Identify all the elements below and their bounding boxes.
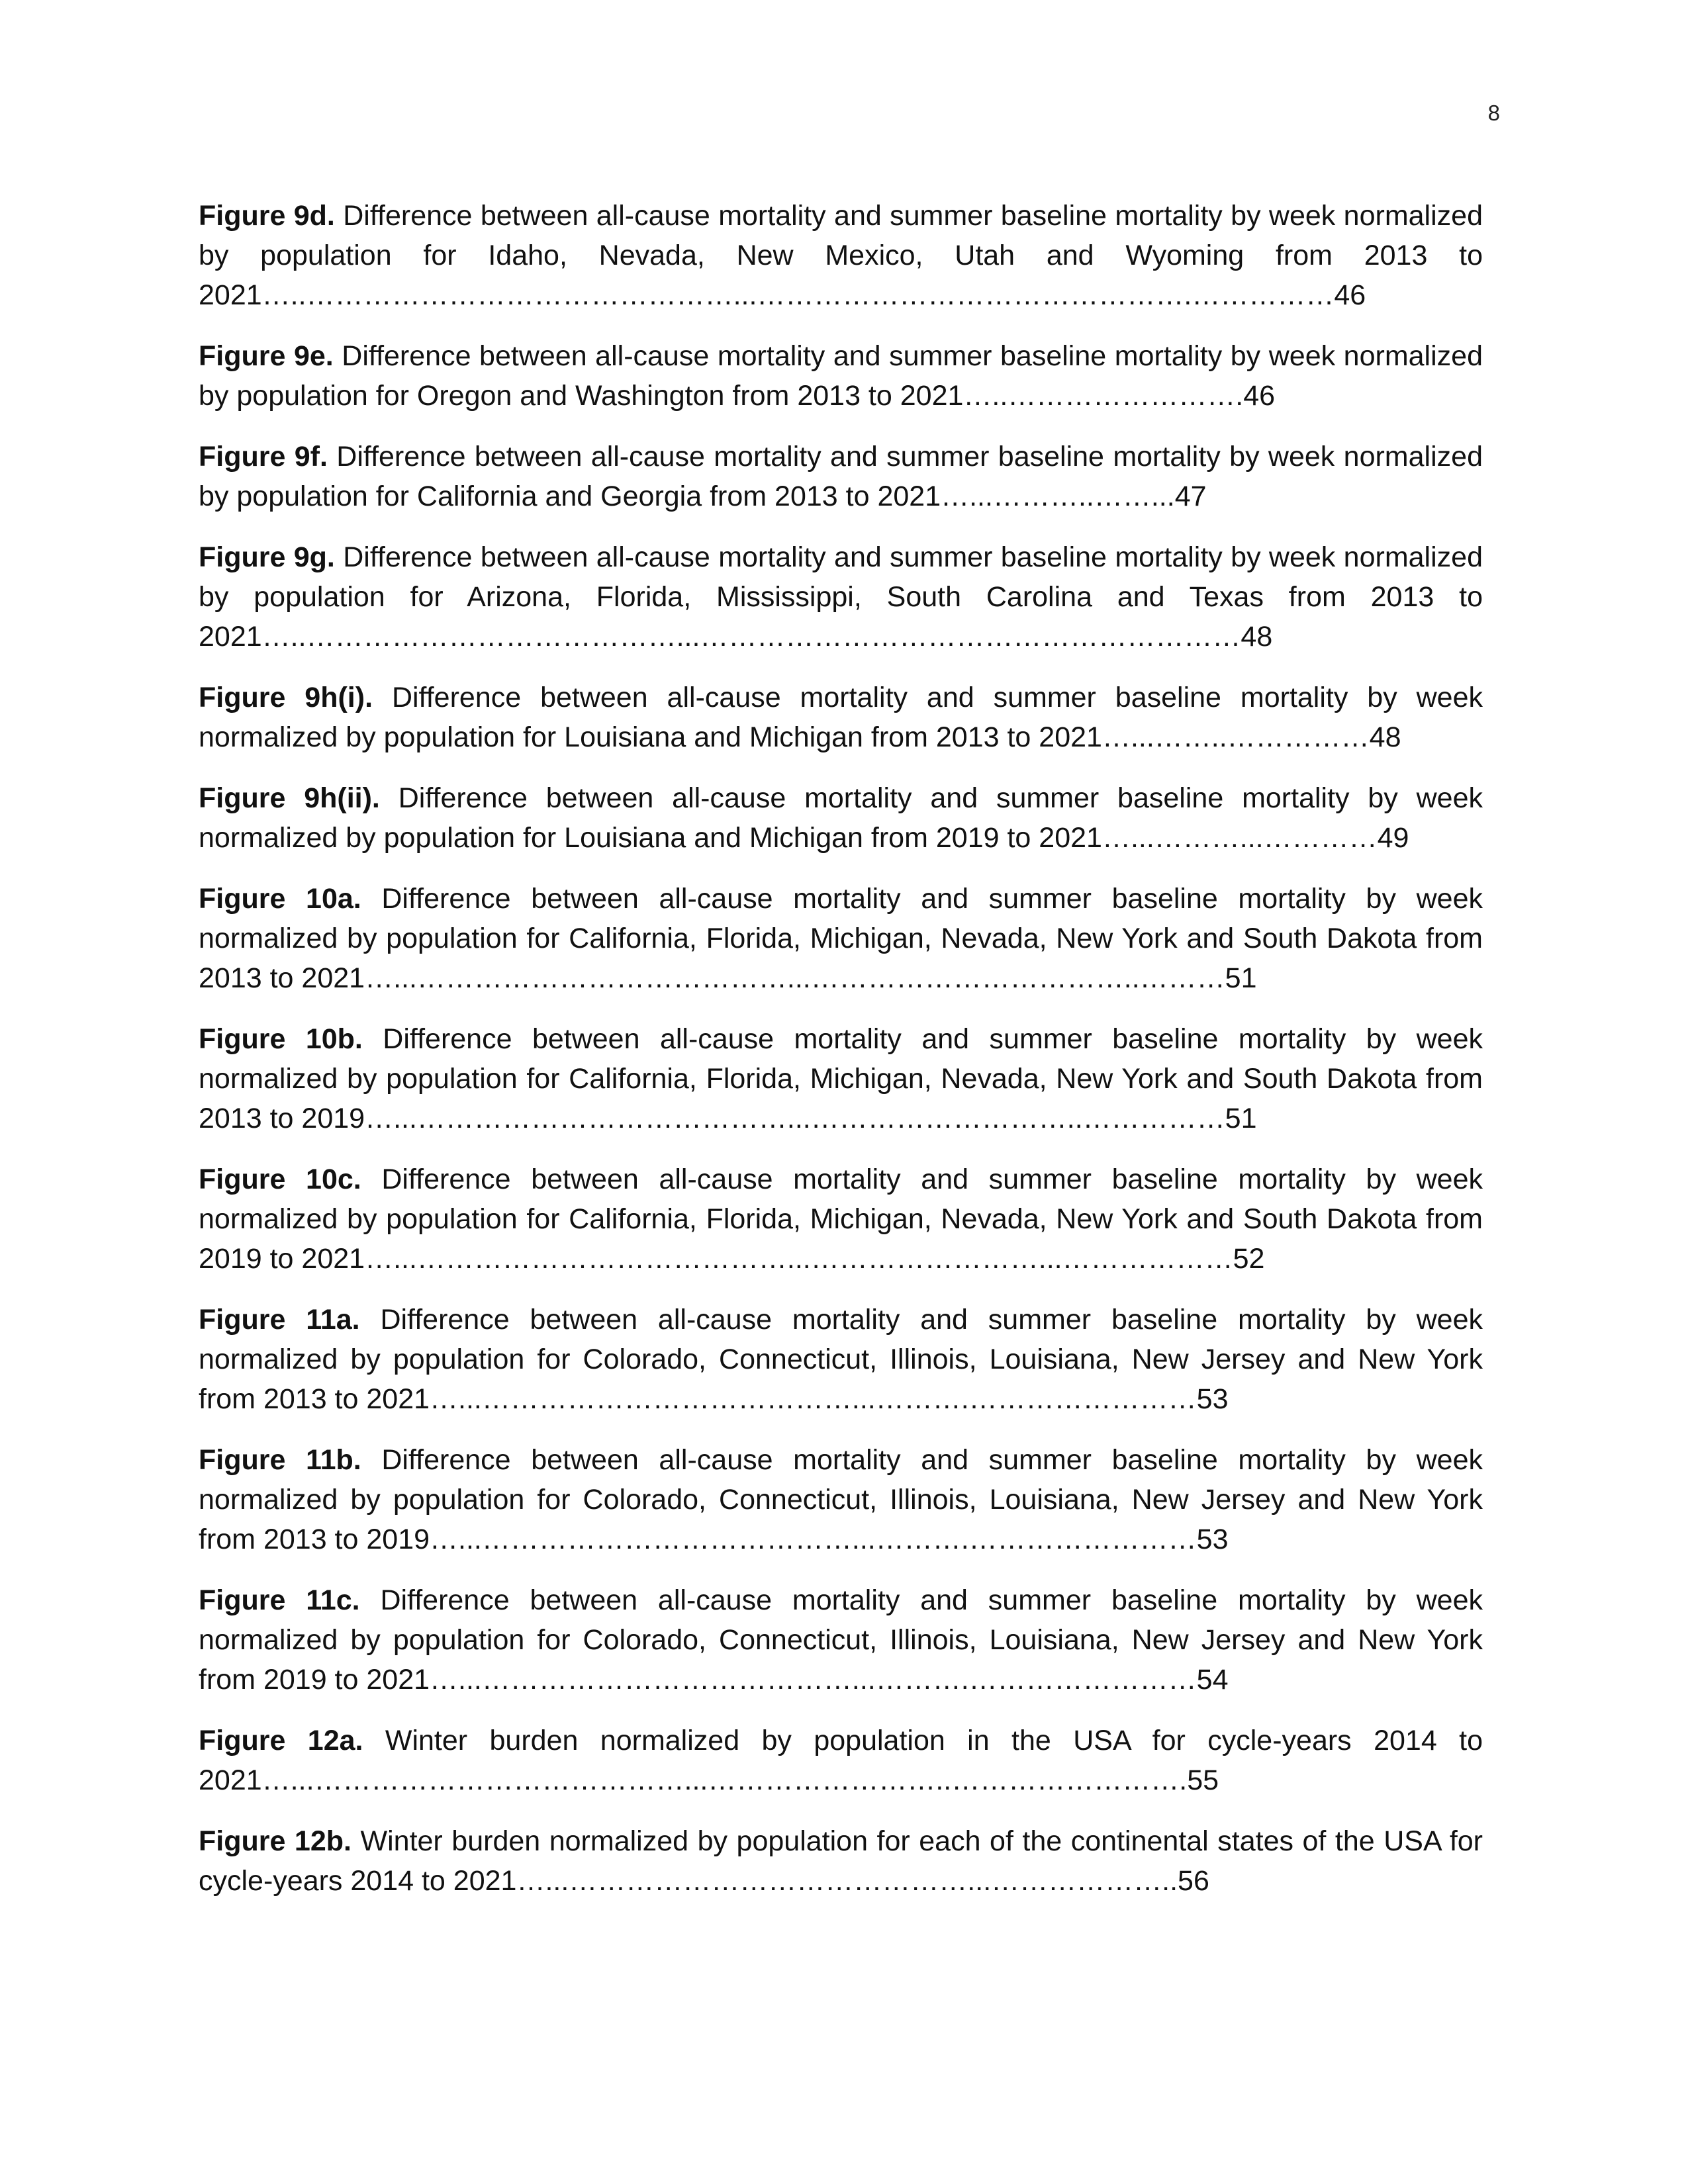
toc-entry-text: Difference between all-cause mortality and summer baseline mortality by week normalized by population for California and Georgia from 2013 to 2021 [199, 441, 1483, 512]
toc-entry-text: Difference between all-cause mortality and summer baseline mortality by week normalized by population for Colorado, Connecticut, Illinois, Louisiana, New Jersey and New York from 2013 to 2019 [199, 1444, 1483, 1555]
toc-entry-text: Difference between all-cause mortality and summer baseline mortality by week normalized by population for Colorado, Connecticut, Illinois, Louisiana, New Jersey and New York from 2019 to 2021 [199, 1584, 1483, 1696]
toc-entry-text: Difference between all-cause mortality and summer baseline mortality by week normalized by population for California, Florida, Michigan, Nevada, New York and South Dakota from 2019 to 2021 [199, 1163, 1483, 1275]
toc-entry-text: Difference between all-cause mortality and summer baseline mortality by week normalized by population for Colorado, Connecticut, Illinois, Louisiana, New Jersey and New York from 2013 to 2021 [199, 1304, 1483, 1415]
toc-entry-label: Figure 9h(ii). [199, 782, 380, 814]
toc-entry-leader: …...…………………………………...………………………..…………… [365, 1103, 1225, 1134]
toc-entry-figure-9h-i [199, 678, 1483, 757]
toc-entry-leader: …...…………………………………...……………………...……………… [365, 1243, 1233, 1275]
toc-entry-page: 55 [1187, 1764, 1219, 1796]
list-of-figures [199, 196, 1483, 1922]
toc-entry-figure-9f [199, 437, 1483, 516]
toc-entry-label: Figure 11b. [199, 1444, 361, 1476]
toc-entry-figure-12a [199, 1721, 1483, 1800]
toc-entry-page: 53 [1196, 1383, 1229, 1415]
toc-entry-label: Figure 9d. [199, 200, 335, 232]
toc-entry-label: Figure 9e. [199, 340, 334, 372]
toc-entry-page: 51 [1225, 1103, 1257, 1134]
toc-entry-page: 51 [1225, 962, 1257, 994]
toc-entry-page: 48 [1369, 721, 1401, 753]
toc-entry-text: Difference between all-cause mortality and summer baseline mortality by week normalized by population for Oregon and Washington from 2013 to 2021 [199, 340, 1483, 412]
toc-entry-text: Winter burden normalized by population for each of the continental states of the USA for cycle-years 2014 to 2021 [199, 1825, 1483, 1897]
toc-entry-leader: …..………………………………………...……………………………………….…………… [261, 279, 1335, 311]
toc-entry-leader: …...…………………………………...……….…………………… [430, 1524, 1197, 1555]
toc-entry-page: 54 [1196, 1664, 1229, 1696]
toc-entry-label: Figure 12b. [199, 1825, 352, 1857]
toc-entry-page: 56 [1178, 1865, 1209, 1897]
toc-entry-label: Figure 12a. [199, 1725, 363, 1756]
toc-entry-leader: …...…………………………………...……….…………………… [430, 1383, 1197, 1415]
toc-entry-figure-9d [199, 196, 1483, 315]
toc-entry-label: Figure 10a. [199, 883, 361, 915]
toc-entry-page: 52 [1233, 1243, 1265, 1275]
toc-entry-text: Winter burden normalized by population in the USA for cycle-years 2014 to 2021 [199, 1725, 1483, 1796]
toc-entry-leader: …..…………………………………...………………………………………………… [261, 621, 1241, 653]
toc-entry-text: Difference between all-cause mortality and summer baseline mortality by week normalized by population for Louisiana and Michigan from 2019 to 2021 [199, 782, 1483, 854]
toc-entry-text: Difference between all-cause mortality and summer baseline mortality by week normalized by population for California, Florida, Michigan, Nevada, New York and South Dakota from 2013 to 2021 [199, 883, 1483, 994]
toc-entry-page: 53 [1196, 1524, 1229, 1555]
toc-entry-leader: …...………...………… [1102, 822, 1378, 854]
toc-entry-figure-10c [199, 1160, 1483, 1279]
toc-entry-label: Figure 11a. [199, 1304, 360, 1336]
toc-entry-page: 49 [1377, 822, 1409, 854]
toc-entry-figure-10a [199, 879, 1483, 998]
toc-entry-label: Figure 10b. [199, 1023, 363, 1055]
toc-entry-figure-9h-ii [199, 778, 1483, 858]
toc-entry-figure-11c [199, 1580, 1483, 1700]
toc-entry-label: Figure 11c. [199, 1584, 360, 1616]
toc-entry-figure-9g [199, 537, 1483, 657]
toc-entry-label: Figure 9f. [199, 441, 328, 473]
toc-entry-figure-9e [199, 336, 1483, 416]
toc-entry-leader: …...…………………………………...……………………………..……… [365, 962, 1225, 994]
toc-entry-text: Difference between all-cause mortality and summer baseline mortality by week normalized by population for California, Florida, Michigan, Nevada, New York and South Dakota from 2013 to 2019 [199, 1023, 1483, 1134]
toc-entry-leader: …...…………………………………...……….…………………… [430, 1664, 1197, 1696]
toc-entry-figure-11b [199, 1440, 1483, 1559]
toc-entry-text: Difference between all-cause mortality and summer baseline mortality by week normalized by population for Arizona, Florida, Mississippi, South Carolina and Texas from 2013 to 2021 [199, 541, 1483, 653]
toc-entry-leader: …...………..……... [941, 480, 1175, 512]
toc-entry-page: 48 [1241, 621, 1273, 653]
toc-entry-page: 47 [1174, 480, 1207, 512]
toc-entry-text: Difference between all-cause mortality and summer baseline mortality by week normalized by population for Louisiana and Michigan from 2013 to 2021 [199, 682, 1483, 753]
toc-entry-leader: …...…………………………………...……………………..……………………. [261, 1764, 1188, 1796]
toc-entry-label: Figure 9g. [199, 541, 335, 573]
toc-entry-page: 46 [1243, 380, 1276, 412]
toc-entry-leader: …...……..…………… [1102, 721, 1370, 753]
toc-entry-page: 46 [1334, 279, 1366, 311]
toc-entry-figure-12b [199, 1821, 1483, 1901]
toc-entry-label: Figure 9h(i). [199, 682, 373, 713]
toc-entry-label: Figure 10c. [199, 1163, 361, 1195]
toc-entry-leader: …...……………………………………...……………….. [516, 1865, 1178, 1897]
toc-entry-leader: …..……………………. [963, 380, 1244, 412]
page-number: 8 [1487, 101, 1500, 125]
toc-entry-figure-10b [199, 1019, 1483, 1138]
toc-entry-text: Difference between all-cause mortality and summer baseline mortality by week normalized by population for Idaho, Nevada, New Mexico, Utah and Wyoming from 2013 to 2021 [199, 200, 1483, 311]
toc-entry-figure-11a [199, 1300, 1483, 1419]
